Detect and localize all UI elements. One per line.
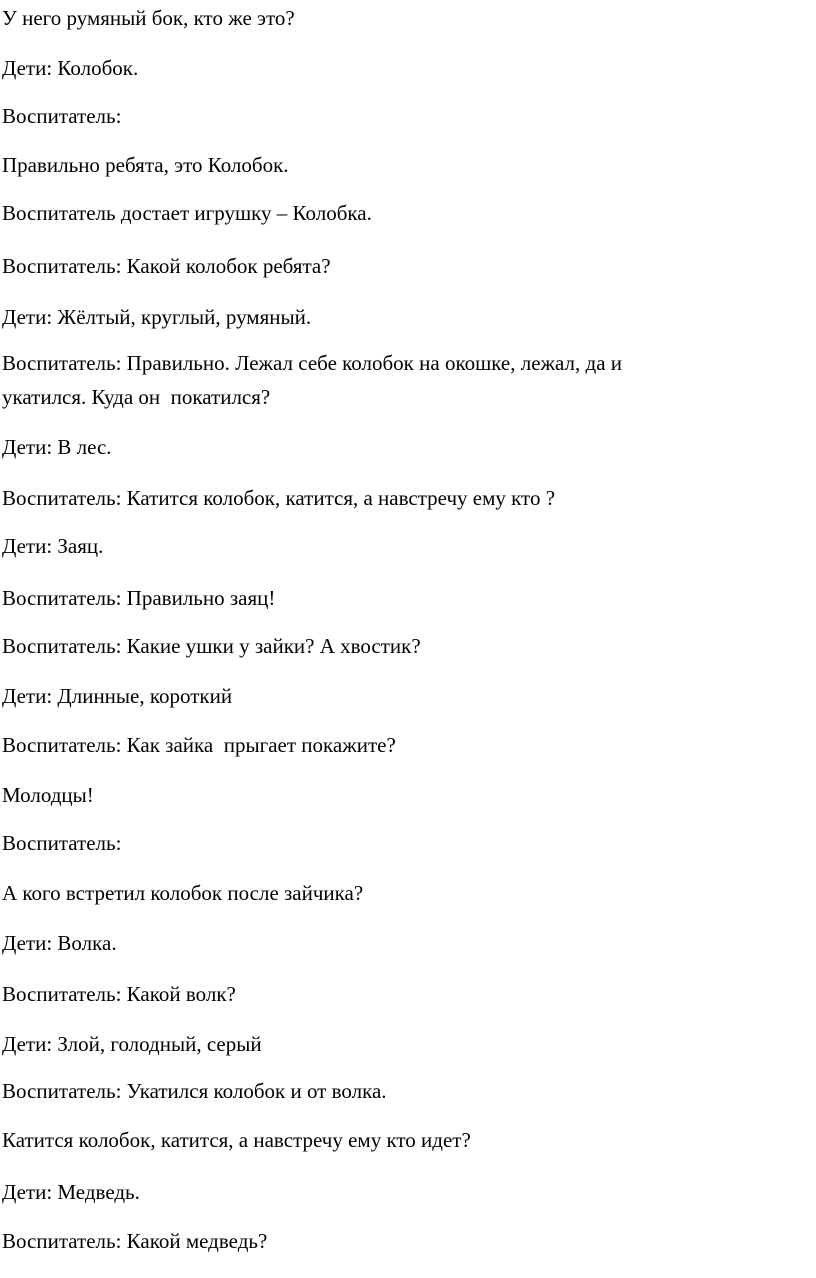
text-line: Воспитатель: Какой волк? xyxy=(2,982,236,1006)
text-line: Воспитатель: Какой колобок ребята? xyxy=(2,254,331,278)
text-line: А кого встретил колобок после зайчика? xyxy=(2,881,364,905)
text-line: Дети: Колобок. xyxy=(2,56,139,80)
text-line: Правильно ребята, это Колобок. xyxy=(2,153,289,177)
text-line: Воспитатель: Правильно. Лежал себе колобок на окошке, лежал, да и xyxy=(2,351,623,375)
text-line: Дети: Жёлтый, круглый, румяный. xyxy=(2,305,312,329)
text-line: Воспитатель: Катится колобок, катится, а навстречу ему кто ? xyxy=(2,486,556,510)
text-line: Дети: В лес. xyxy=(2,435,112,459)
text-line: Воспитатель достает игрушку – Колобка. xyxy=(2,201,372,225)
text-line: Катится колобок, катится, а навстречу ему кто идет? xyxy=(2,1128,471,1152)
text-line: Дети: Медведь. xyxy=(2,1180,140,1204)
text-line: укатился. Куда он покатился? xyxy=(2,385,271,409)
text-line: Воспитатель: Какие ушки у зайки? А хвостик? xyxy=(2,634,421,658)
text-line: Дети: Злой, голодный, серый xyxy=(2,1032,262,1056)
text-line: Воспитатель: Какой медведь? xyxy=(2,1229,268,1253)
text-line: Воспитатель: Правильно заяц! xyxy=(2,586,276,610)
text-line: Дети: Волка. xyxy=(2,931,117,955)
text-line: Воспитатель: Укатился колобок и от волка. xyxy=(2,1079,387,1103)
text-line: Дети: Длинные, короткий xyxy=(2,684,233,708)
text-line: Молодцы! xyxy=(2,783,94,807)
text-line: У него румяный бок, кто же это? xyxy=(2,6,295,30)
text-line: Воспитатель: xyxy=(2,831,122,855)
text-line: Дети: Заяц. xyxy=(2,534,104,558)
text-line: Воспитатель: xyxy=(2,104,122,128)
text-line: Воспитатель: Как зайка прыгает покажите? xyxy=(2,733,396,757)
